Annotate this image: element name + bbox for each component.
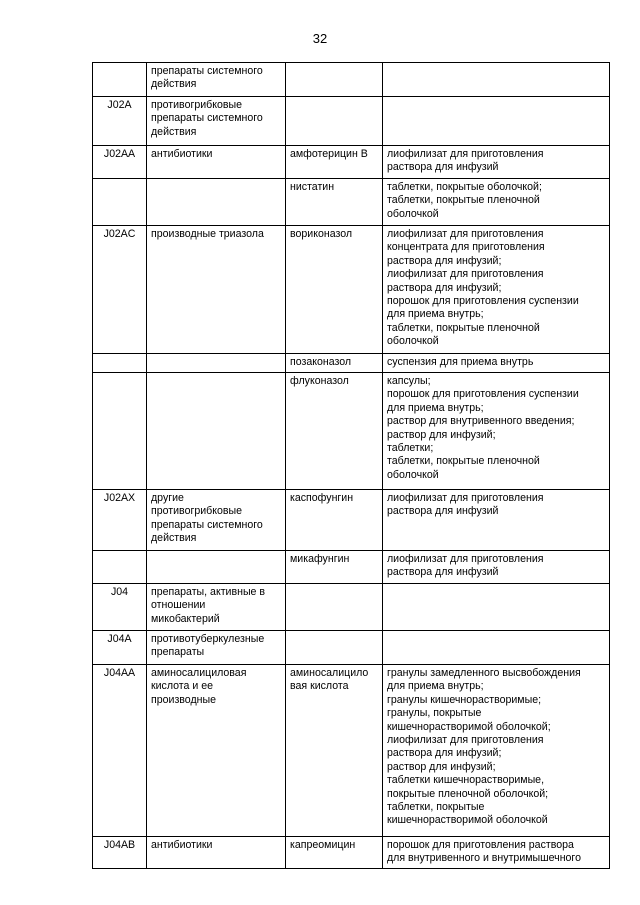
dosage-form-cell: порошок для приготовления раствора для внутривенного и внутримышечного	[383, 837, 610, 869]
drug-name-cell: нистатин	[286, 179, 383, 226]
group-name-cell	[147, 354, 286, 373]
group-name-cell: противотуберкулезные препараты	[147, 631, 286, 665]
table-row	[93, 226, 610, 354]
atc-code-cell: J04	[93, 584, 147, 631]
table-row	[93, 63, 610, 97]
dosage-form-cell: таблетки, покрытые оболочкой; таблетки, покрытые пленочной оболочкой	[383, 179, 610, 226]
atc-code-cell	[93, 63, 147, 97]
dosage-form-cell	[383, 631, 610, 665]
group-name-cell: антибиотики	[147, 837, 286, 869]
page-number: 32	[312, 31, 328, 46]
table-row	[93, 837, 610, 869]
table-row	[93, 146, 610, 179]
atc-code-cell: J04AB	[93, 837, 147, 869]
atc-code-cell: J04AA	[93, 665, 147, 837]
table-row	[93, 354, 610, 373]
drug-name-cell: микафунгин	[286, 551, 383, 584]
group-name-cell: антибиотики	[147, 146, 286, 179]
drug-name-cell	[286, 584, 383, 631]
group-name-cell: другие противогрибковые препараты системного действия	[147, 490, 286, 551]
table-row	[93, 97, 610, 146]
group-name-cell: противогрибковые препараты системного действия	[147, 97, 286, 146]
drug-name-cell: вориконазол	[286, 226, 383, 354]
atc-code-cell: J02AX	[93, 490, 147, 551]
drug-name-cell	[286, 631, 383, 665]
drug-name-cell: каспофунгин	[286, 490, 383, 551]
table-row	[93, 584, 610, 631]
atc-code-cell: J02A	[93, 97, 147, 146]
dosage-form-cell: лиофилизат для приготовления раствора для инфузий	[383, 551, 610, 584]
drug-name-cell: аминосалицило вая кислота	[286, 665, 383, 837]
dosage-form-cell	[383, 63, 610, 97]
dosage-form-cell	[383, 584, 610, 631]
group-name-cell: препараты системного действия	[147, 63, 286, 97]
group-name-cell: производные триазола	[147, 226, 286, 354]
table-row	[93, 490, 610, 551]
group-name-cell	[147, 373, 286, 490]
dosage-form-cell: лиофилизат для приготовления раствора для инфузий	[383, 146, 610, 179]
table-row	[93, 373, 610, 490]
drug-name-cell: капреомицин	[286, 837, 383, 869]
dosage-form-cell: лиофилизат для приготовления раствора для инфузий	[383, 490, 610, 551]
dosage-form-cell	[383, 97, 610, 146]
atc-code-cell	[93, 354, 147, 373]
atc-code-cell	[93, 373, 147, 490]
table-row	[93, 665, 610, 837]
atc-code-cell: J02AA	[93, 146, 147, 179]
group-name-cell: препараты, активные в отношении микобактерий	[147, 584, 286, 631]
table-row	[93, 179, 610, 226]
group-name-cell: аминосалициловая кислота и ее производные	[147, 665, 286, 837]
atc-code-cell: J04A	[93, 631, 147, 665]
atc-code-cell	[93, 551, 147, 584]
atc-code-cell	[93, 179, 147, 226]
table-row	[93, 551, 610, 584]
drug-name-cell	[286, 97, 383, 146]
drug-name-cell: позаконазол	[286, 354, 383, 373]
dosage-form-cell: капсулы; порошок для приготовления суспензии для приема внутрь; раствор для внутривенного введения; раствор для инфузий; таблетки; таблетки, покрытые пленочной оболочкой	[383, 373, 610, 490]
dosage-form-cell: гранулы замедленного высвобождения для приема внутрь; гранулы кишечнорастворимые; гранулы, покрытые кишечнорастворимой оболочкой; лиофилизат для приготовления раствора для инфузий; раствор для инфузий; таблетки кишечнорастворимые, покрытые пленочной оболочкой; таблетки, покрытые кишечнорастворимой оболочкой	[383, 665, 610, 837]
dosage-form-cell: суспензия для приема внутрь	[383, 354, 610, 373]
drug-table	[92, 62, 610, 869]
drug-name-cell: флуконазол	[286, 373, 383, 490]
drug-name-cell	[286, 63, 383, 97]
table-row	[93, 631, 610, 665]
group-name-cell	[147, 551, 286, 584]
group-name-cell	[147, 179, 286, 226]
atc-code-cell: J02AC	[93, 226, 147, 354]
drug-name-cell: амфотерицин B	[286, 146, 383, 179]
dosage-form-cell: лиофилизат для приготовления концентрата для приготовления раствора для инфузий; лиофилизат для приготовления раствора для инфузий; порошок для приготовления суспензии для приема внутрь; таблетки, покрытые пленочной оболочкой	[383, 226, 610, 354]
